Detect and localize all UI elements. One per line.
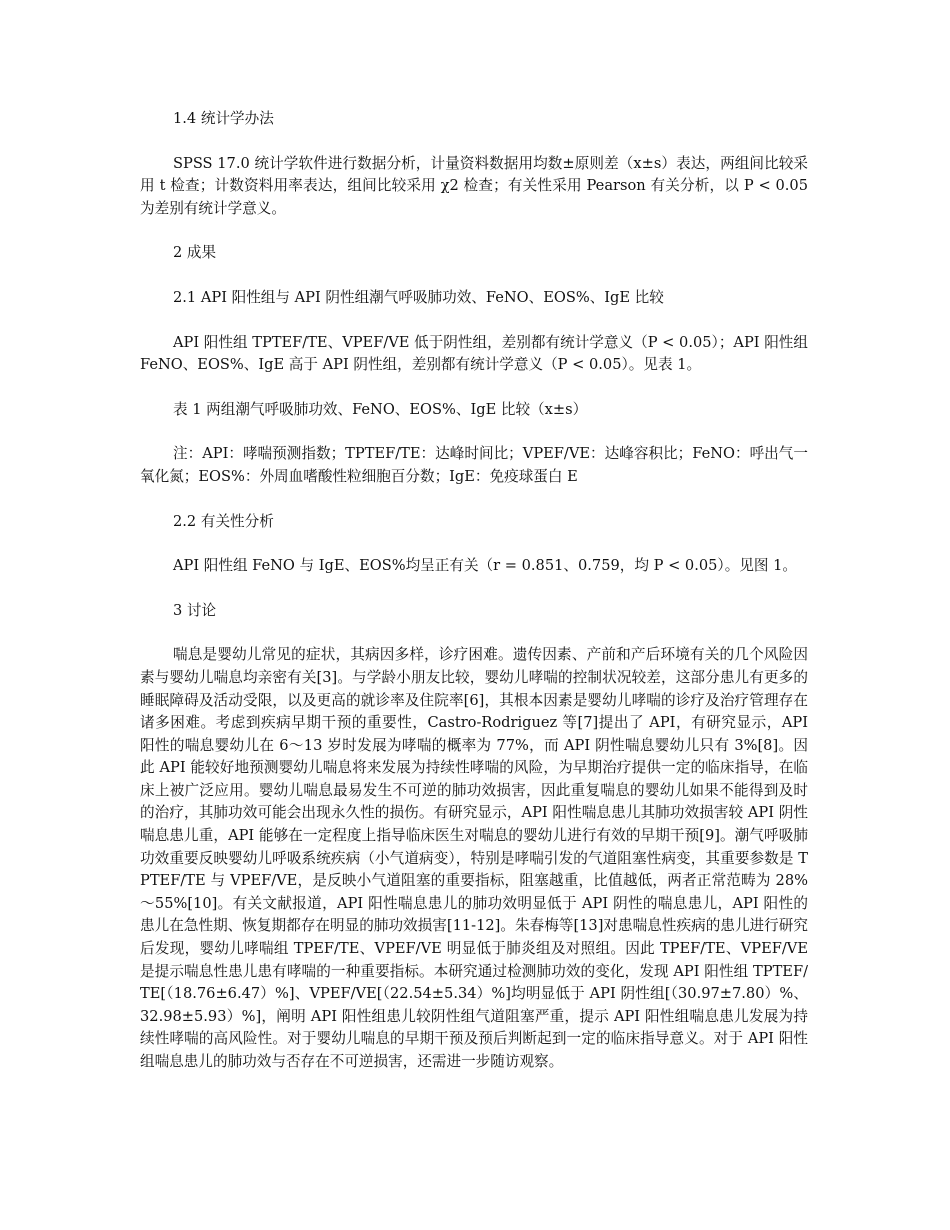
- table-1-caption: 表 1 两组潮气呼吸肺功效、FeNO、EOS%、IgE 比较（x±s）: [173, 400, 588, 418]
- section-1-4-paragraph: SPSS 17.0 统计学软件进行数据分析，计量资料数据用均数±原则差（x±s）表达，两组间比较采用 t 检查；计数资料用率表达，组间比较采用 χ2 检查；有关性采用 Pearson 有关分析，以 P < 0.05 为差别有统计学意义。: [140, 154, 808, 217]
- document-page: [140, 108, 808, 1096]
- section-2-2-heading: 2.2 有关性分析: [173, 512, 274, 530]
- section-1-4-heading: 1.4 统计学办法: [173, 110, 274, 127]
- table-1-note: 注：API：哮喘预测指数；TPTEF/TE：达峰时间比；VPEF/VE：达峰容积比；FeNO：呼出气一氧化氮；EOS%：外周血嗜酸性粒细胞百分数；IgE：免疫球蛋白 E: [140, 445, 808, 485]
- section-3-heading: 3 讨论: [173, 601, 217, 619]
- section-2-1-heading: 2.1 API 阳性组与 API 阴性组潮气呼吸肺功效、FeNO、EOS%、IgE 比较: [173, 288, 664, 306]
- section-2-1-paragraph: API 阳性组 TPTEF/TE、VPEF/VE 低于阴性组，差别都有统计学意义（P < 0.05）；API 阳性组 FeNO、EOS%、IgE 高于 API 阴性组，差别都有统计学意义（P < 0.05）。见表 1。: [140, 333, 808, 374]
- section-2-heading: 2 成果: [173, 244, 217, 262]
- section-2-2-paragraph: API 阳性组 FeNO 与 IgE、EOS%均呈正有关（r = 0.851、0.759，均 P < 0.05）。见图 1。: [173, 557, 798, 575]
- section-3-paragraph: 喘息是婴幼儿常见的症状，其病因多样，诊疗困难。遗传因素、产前和产后环境有关的几个风险因素与婴幼儿喘息均亲密有关[3]。与学龄小朋友比较，婴幼儿哮喘的控制状况较差，这部分患儿有更多的睡眠障碍及活动受限，以及更高的就诊率及住院率[6]，其根本因素是婴幼儿哮喘的诊疗及治疗管理存在诸多困难。考虑到疾病早期干预的重要性，Castro-Rodriguez 等[7]提出了 API，有研究显示，API 阳性的喘息婴幼儿在 6～13 岁时发展为哮喘的概率为 77%，而 API 阴性喘息婴幼儿只有 3%[8]。因此 API 能较好地预测婴幼儿喘息将来发展为持续性哮喘的风险，为早期治疗提供一定的临床指导，在临床上被广泛应用。婴幼儿喘息最易发生不可逆的肺功效损害，因此重复喘息的婴幼儿如果不能得到及时的治疗，其肺功效可能会出现永久性的损伤。有研究显示，API 阳性喘息患儿其肺功效损害较 API 阴性喘息患儿重，API 能够在一定程度上指导临床医生对喘息的婴幼儿进行有效的早期干预[9]。潮气呼吸肺功效重要反映婴幼儿呼吸系统疾病（小气道病变），特别是哮喘引发的气道阻塞性病变，其重要参数是 TPTEF/TE 与 VPEF/VE，是反映小气道阻塞的重要指标，阻塞越重，比值越低，两者正常范畴为 28%～55%[10]。有关文献报道，API 阳性喘息患儿的肺功效明显低于 API 阴性的喘息患儿，API 阳性的患儿在急性期、恢复期都存在明显的肺功效损害[11-12]。朱春梅等[13]对患喘息性疾病的患儿进行研究后发现，婴幼儿哮喘组 TPEF/TE、VPEF/VE 明显低于肺炎组及对照组。因此 TPEF/TE、VPEF/VE 是提示喘息性患儿患有哮喘的一种重要指标。本研究通过检测肺功效的变化，发现 API 阳性组 TPTEF/TE[（18.76±6.47）%]、VPEF/VE[（22.54±5.34）%]均明显低于 API 阴性组[（30.97±7.80）%、32.98±5.93）%]，阐明 API 阳性组患儿较阴性组气道阻塞严重，提示 API 阳性组喘息患儿发展为持续性哮喘的高风险性。对于婴幼儿喘息的早期干预及预后判断起到一定的临床指导意义。对于 API 阳性组喘息患儿的肺功效与否存在不可逆损害，还需进一步随访观察。: [140, 646, 808, 1070]
